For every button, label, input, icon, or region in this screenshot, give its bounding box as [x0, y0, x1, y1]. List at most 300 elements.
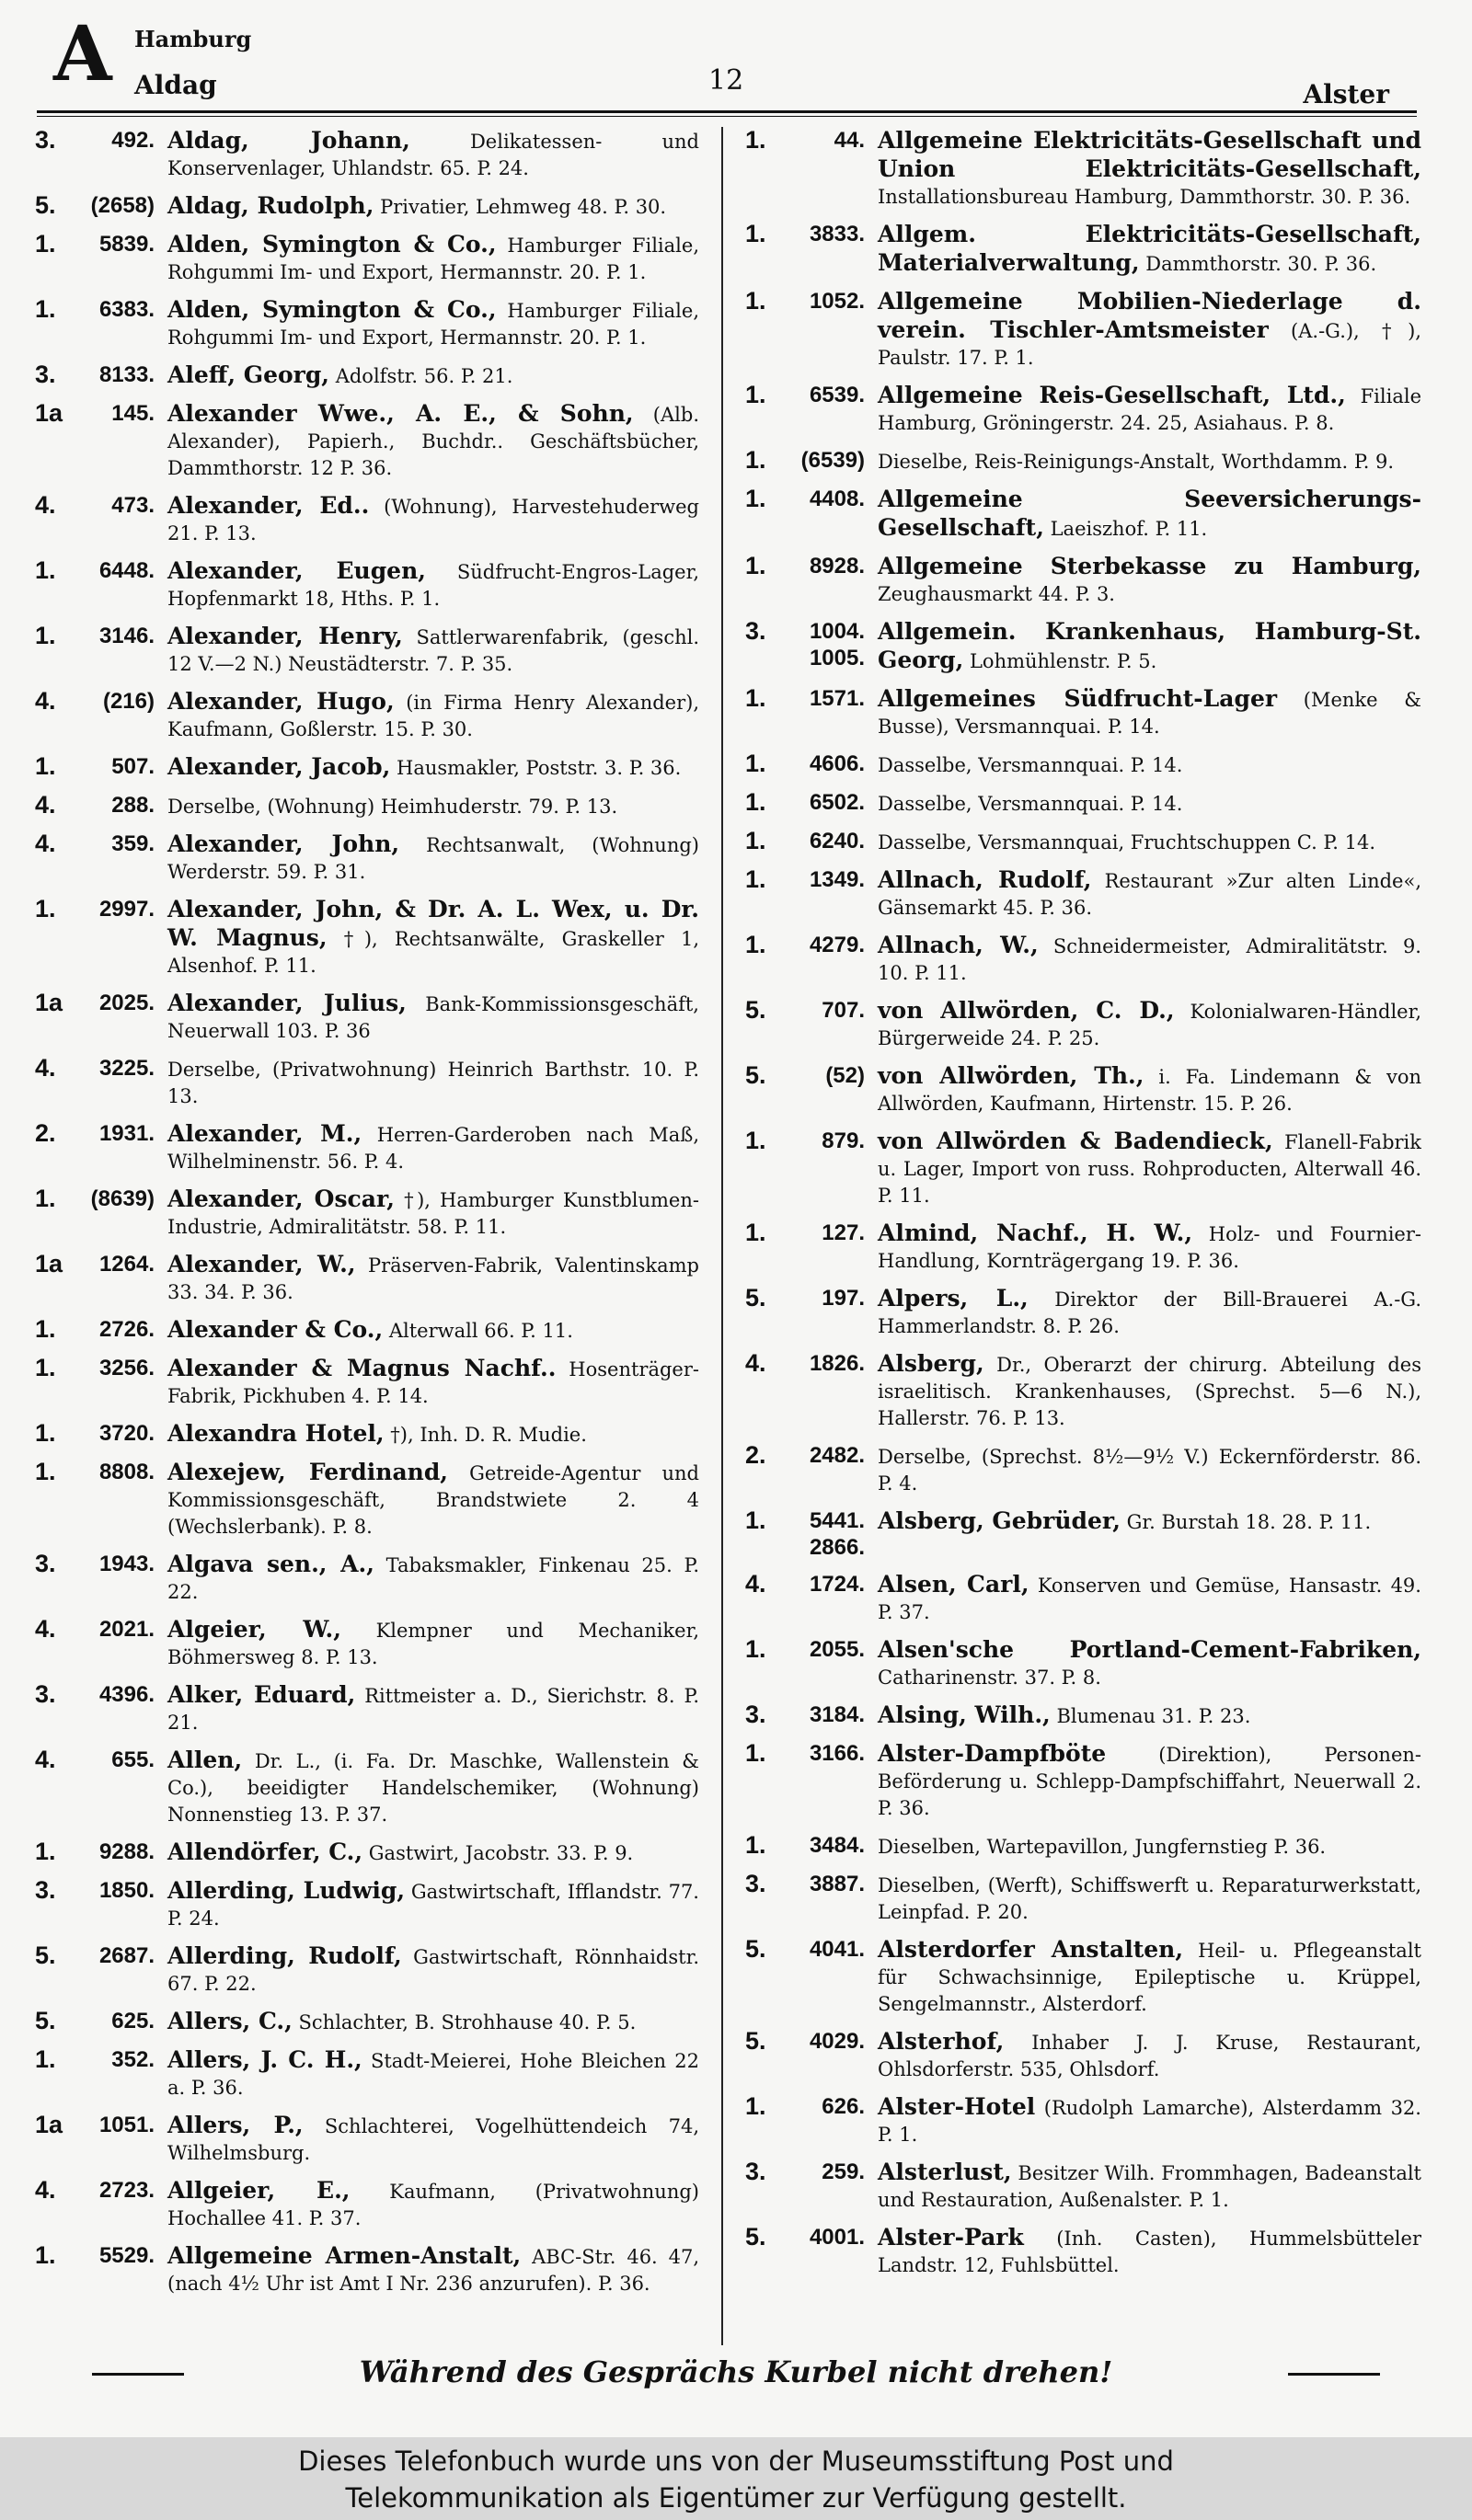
exchange-code: 2.	[35, 1119, 56, 1147]
subscriber-details: Dieselben, (Werft), Schiffswerft u. Reparaturwerkstatt, Leinpfad. P. 20.	[878, 1874, 1421, 1923]
exchange-code: 1.	[745, 931, 766, 958]
entry-text	[167, 1420, 699, 1449]
entry-text	[167, 296, 699, 351]
exchange-code: 1.	[35, 230, 56, 258]
directory-entry	[745, 997, 1421, 1052]
directory-entry	[35, 557, 699, 613]
entry-text	[878, 486, 1421, 543]
phone-number: 197.	[822, 1286, 865, 1311]
subscriber-details: Dieselbe, Reis-Reinigungs-Anstalt, Worthdamm. P. 9.	[878, 451, 1395, 473]
entry-text	[878, 932, 1421, 987]
credit-line-1: Dieses Telefonbuch wurde uns von der Museumsstiftung Post und	[298, 2446, 1174, 2477]
directory-entry	[35, 830, 699, 886]
header-last-entry: Alster	[1303, 79, 1389, 109]
directory-entry	[35, 753, 699, 782]
subscriber-details: Schlachterei, Vogelhüttendeich 74, Wilhelmsburg.	[167, 2115, 699, 2164]
subscriber-details: Gastwirt, Jacobstr. 33. P. 9.	[368, 1842, 634, 1864]
entry-text	[167, 231, 699, 286]
subscriber-name: Alexander, Julius,	[167, 990, 407, 1016]
subscriber-details: Restaurant »Zur alten Linde«, Gänsemarkt 45. P. 36.	[878, 870, 1421, 919]
entry-text	[878, 1571, 1421, 1626]
subscriber-name: Alexander, Jacob,	[167, 753, 391, 780]
subscriber-details: Herren-Garderoben nach Maß, Wilhelminenstr. 56. P. 4.	[167, 1124, 699, 1173]
exchange-code: 5.	[745, 1935, 766, 1963]
entry-text	[878, 1128, 1421, 1209]
directory-entry	[745, 1832, 1421, 1861]
subscriber-details: Gastwirtschaft, Ifflandstr. 77. P. 24.	[167, 1881, 699, 1930]
exchange-code: 3.	[745, 1701, 766, 1728]
directory-entry	[745, 486, 1421, 543]
subscriber-details: Gr. Burstah 18. 28. P. 11.	[1126, 1511, 1372, 1533]
phone-number: 473.	[111, 493, 155, 518]
exchange-code: 1.	[35, 556, 56, 584]
subscriber-name: Allgemeine Mobilien-Niederlage d. verein. Tischler-Amtsmeister	[878, 288, 1421, 343]
entry-text	[167, 127, 699, 182]
subscriber-name: Alster-Hotel	[878, 2093, 1036, 2120]
directory-entry	[745, 1636, 1421, 1691]
entry-text	[167, 990, 699, 1045]
subscriber-name: Alsterdorfer Anstalten,	[878, 1936, 1184, 1963]
subscriber-name: Allgemein. Krankenhaus, Hamburg-St. Georg,	[878, 618, 1421, 673]
subscriber-details: Dr., Oberarzt der chirurg. Abteilung des israelitisch. Krankenhauses, (Sprechst. 5—6 N.), Hallerstr. 76. P. 13.	[878, 1354, 1421, 1429]
left-column	[35, 127, 699, 2345]
right-column	[745, 127, 1421, 2345]
phone-number: 5529.	[98, 2243, 155, 2268]
subscriber-name: von Allwörden & Badendieck,	[878, 1128, 1273, 1154]
subscriber-name: Alster-Park	[878, 2224, 1024, 2251]
subscriber-name: Allgeier, E.,	[167, 2177, 351, 2204]
subscriber-details: Schlachter, B. Strohhause 40. P. 5.	[298, 2011, 637, 2033]
exchange-code: 1.	[745, 788, 766, 816]
exchange-code: 4.	[745, 1570, 766, 1598]
exchange-code: 1.	[35, 295, 56, 323]
subscriber-name: Allgemeine Elektricitäts-Gesellschaft und Union Elektricitäts-Gesellschaft,	[878, 127, 1421, 182]
entry-text	[167, 1616, 699, 1671]
exchange-code: 5.	[35, 191, 56, 219]
entry-text	[878, 2159, 1421, 2214]
directory-entry	[35, 1551, 699, 1606]
subscriber-name: Allendörfer, C.,	[167, 1838, 363, 1865]
subscriber-name: Allnach, W.,	[878, 932, 1039, 958]
phone-number: 707.	[822, 998, 865, 1023]
subscriber-name: Allgemeine Sterbekasse zu Hamburg,	[878, 553, 1421, 579]
subscriber-name: Alker, Eduard,	[167, 1681, 356, 1708]
phone-number: 9288.	[98, 1839, 155, 1864]
exchange-code: 1a	[35, 2111, 63, 2138]
subscriber-name: Allers, C.,	[167, 2008, 293, 2034]
exchange-code: 1.	[745, 1635, 766, 1663]
exchange-code: 1.	[745, 750, 766, 777]
directory-entry	[35, 1877, 699, 1932]
subscriber-name: Alsen'sche Portland-Cement-Fabriken,	[878, 1636, 1421, 1663]
directory-entry	[745, 127, 1421, 211]
entry-text	[167, 830, 699, 886]
subscriber-details: Getreide-Agentur und Kommissionsgeschäft, Brandstwiete 2. 4 (Wechslerbank). P. 8.	[167, 1462, 699, 1538]
subscriber-name: Allerding, Rudolf,	[167, 1942, 402, 1969]
entry-text	[878, 1062, 1421, 1117]
footer-note: Während des Gesprächs Kurbel nicht drehen!	[359, 2354, 1113, 2389]
exchange-code: 3.	[35, 127, 56, 154]
exchange-code: 4.	[35, 2176, 56, 2204]
exchange-code: 1.	[745, 1831, 766, 1859]
exchange-code: 4.	[35, 491, 56, 519]
subscriber-name: Aldag, Johann,	[167, 127, 410, 154]
subscriber-details: Rittmeister a. D., Sierichstr. 8. P. 21.	[167, 1685, 699, 1734]
entry-text	[167, 1681, 699, 1736]
page-header	[37, 10, 1417, 118]
entry-text	[167, 753, 699, 782]
phone-number: 6383.	[98, 297, 155, 322]
phone-number: 625.	[111, 2009, 155, 2033]
subscriber-name: Aleff, Georg,	[167, 361, 330, 388]
phone-number: 5839.	[98, 232, 155, 257]
directory-entry	[35, 1186, 699, 1241]
subscriber-details: Hosenträger-Fabrik, Pickhuben 4. P. 14.	[167, 1358, 699, 1407]
exchange-code: 5.	[745, 2027, 766, 2055]
exchange-code: 1.	[745, 1506, 766, 1534]
exchange-code: 1.	[35, 622, 56, 649]
subscriber-details: Dasselbe, Versmannquai. P. 14.	[878, 793, 1183, 815]
entry-text	[878, 1220, 1421, 1275]
phone-number: 1571.	[809, 686, 865, 711]
exchange-code: 4.	[35, 791, 56, 819]
entry-text	[878, 685, 1421, 740]
phone-number: 145.	[111, 401, 155, 426]
exchange-code: 1.	[745, 865, 766, 893]
subscriber-name: Alexander, John,	[167, 830, 400, 857]
entry-text	[878, 2093, 1421, 2148]
subscriber-details: Schneidermeister, Admiralitätstr. 9. 10. P. 11.	[878, 935, 1421, 984]
subscriber-details: (Direktion), Personen-Beförderung u. Schlepp-Dampfschiffahrt, Neuerwall 2. P. 36.	[878, 1744, 1421, 1819]
subscriber-name: Alexander, Eugen,	[167, 557, 426, 584]
entry-text	[167, 1120, 699, 1175]
subscriber-details: Dasselbe, Versmannquai. P. 14.	[878, 754, 1183, 776]
directory-entry	[745, 2028, 1421, 2083]
directory-entry	[35, 2177, 699, 2232]
subscriber-details: Südfrucht-Engros-Lager, Hopfenmarkt 18, Hths. P. 1.	[167, 561, 699, 610]
directory-entry	[745, 750, 1421, 779]
directory-entry	[745, 1936, 1421, 2018]
subscriber-details: †), Inh. D. R. Mudie.	[390, 1424, 587, 1446]
footer-dash-right	[1288, 2373, 1380, 2376]
subscriber-details: Lohmühlenstr. P. 5.	[969, 650, 1157, 672]
subscriber-name: von Allwörden, Th.,	[878, 1062, 1144, 1089]
exchange-code: 3.	[745, 2158, 766, 2185]
subscriber-details: Sattlerwarenfabrik, (geschl. 12 V.—2 N.) Neustädterstr. 7. P. 35.	[167, 626, 699, 675]
entry-text	[878, 447, 1421, 475]
directory-entry	[35, 1942, 699, 1998]
entry-text	[167, 1551, 699, 1606]
subscriber-details: (A.-G.), †), Paulstr. 17. P. 1.	[878, 320, 1421, 369]
entry-text	[878, 1636, 1421, 1691]
exchange-code: 1.	[745, 1127, 766, 1154]
entry-text	[167, 1355, 699, 1410]
phone-number: 352.	[111, 2047, 155, 2072]
entry-text	[878, 1871, 1421, 1926]
entry-text	[878, 1832, 1421, 1861]
directory-entry	[35, 990, 699, 1045]
exchange-code: 1.	[745, 127, 766, 154]
directory-entry	[35, 1838, 699, 1867]
entry-text	[167, 557, 699, 613]
directory-entry	[35, 896, 699, 979]
exchange-code: 4.	[35, 1746, 56, 1773]
directory-entry	[35, 1681, 699, 1736]
directory-entry	[35, 2242, 699, 2297]
exchange-code: 3.	[745, 617, 766, 645]
subscriber-name: Alsterhof,	[878, 2028, 1005, 2055]
directory-entry	[35, 492, 699, 547]
phone-number: 2021.	[98, 1617, 155, 1642]
entry-text	[167, 623, 699, 678]
subscriber-details: Konserven und Gemüse, Hansastr. 49. P. 37.	[878, 1575, 1421, 1623]
exchange-code: 1.	[745, 552, 766, 579]
directory-entry	[745, 2093, 1421, 2148]
entry-text	[167, 1251, 699, 1306]
header-rule	[37, 110, 1417, 113]
phone-number: (52)	[825, 1063, 865, 1088]
entry-text	[167, 688, 699, 743]
subscriber-details: †), Hamburger Kunstblumen-Industrie, Admiralitätstr. 58. P. 11.	[167, 1189, 699, 1238]
phone-number: 6240.	[809, 829, 865, 853]
directory-entry	[35, 127, 699, 182]
subscriber-name: Allgemeine Seeversicherungs-Gesellschaft,	[878, 486, 1421, 541]
exchange-code: 4.	[35, 1054, 56, 1082]
phone-number: 2025.	[98, 991, 155, 1015]
entry-text	[167, 2112, 699, 2167]
exchange-code: 5.	[35, 1942, 56, 1969]
subscriber-details: Präserven-Fabrik, Valentinskamp 33. 34. P. 36.	[167, 1254, 699, 1303]
phone-number: 5441. 2866.	[809, 1508, 865, 1560]
directory-entry	[745, 1442, 1421, 1497]
phone-number: 1004. 1005.	[809, 619, 865, 670]
exchange-code: 3.	[35, 1550, 56, 1577]
entry-text	[878, 1350, 1421, 1432]
directory-entry	[745, 828, 1421, 856]
directory-entry	[745, 789, 1421, 818]
phone-number: 4001.	[809, 2225, 865, 2250]
subscriber-name: Alexander, John, & Dr. A. L. Wex, u. Dr. W. Magnus,	[167, 896, 699, 951]
directory-entry	[35, 231, 699, 286]
phone-number: 507.	[111, 754, 155, 779]
subscriber-details: ABC-Str. 46. 47, (nach 4½ Uhr ist Amt I Nr. 236 anzurufen). P. 36.	[167, 2246, 699, 2295]
phone-number: 2726.	[98, 1317, 155, 1342]
entry-text	[167, 492, 699, 547]
phone-number: 2997.	[98, 897, 155, 922]
subscriber-details: Derselbe, (Privatwohnung) Heinrich Barthstr. 10. P. 13.	[167, 1059, 699, 1107]
directory-entry	[745, 1871, 1421, 1926]
entry-text	[167, 2008, 699, 2036]
exchange-code: 5.	[745, 1061, 766, 1089]
phone-number: 1349.	[809, 867, 865, 892]
subscriber-details: Delikatessen- und Konservenlager, Uhlandstr. 65. P. 24.	[167, 131, 699, 179]
directory-entry	[35, 361, 699, 390]
subscriber-name: Allgemeine Armen-Anstalt,	[167, 2242, 522, 2269]
phone-number: 626.	[822, 2094, 865, 2119]
phone-number: 288.	[111, 793, 155, 818]
directory-entry	[35, 1120, 699, 1175]
directory-entry	[745, 2224, 1421, 2279]
subscriber-details: Hausmakler, Poststr. 3. P. 36.	[397, 757, 682, 779]
phone-number: (2658)	[90, 193, 155, 218]
directory-entry	[745, 1128, 1421, 1209]
directory-entry	[745, 685, 1421, 740]
phone-number: 1724.	[809, 1572, 865, 1597]
entry-text	[878, 1936, 1421, 2018]
entry-text	[167, 192, 699, 221]
directory-entry	[745, 1350, 1421, 1432]
entry-text	[878, 789, 1421, 818]
phone-number: 879.	[822, 1128, 865, 1153]
directory-entry	[745, 1220, 1421, 1275]
entry-text	[167, 1838, 699, 1867]
subscriber-details: Rechtsanwalt, (Wohnung) Werderstr. 59. P. 31.	[167, 834, 699, 883]
phone-number: 1052.	[809, 289, 865, 314]
subscriber-name: Allers, P.,	[167, 2112, 304, 2138]
subscriber-details: (Alb. Alexander), Papierh., Buchdr.. Geschäftsbücher, Dammthorstr. 12 P. 36.	[167, 404, 699, 479]
entry-text	[878, 828, 1421, 856]
exchange-code: 1.	[745, 446, 766, 474]
subscriber-details: Dammthorstr. 30. P. 36.	[1145, 253, 1377, 275]
subscriber-details: Bank-Kommissionsgeschäft, Neuerwall 103. P. 36	[167, 993, 699, 1042]
subscriber-details: Catharinenstr. 37. P. 8.	[878, 1667, 1101, 1689]
subscriber-name: Alexander, Oscar,	[167, 1186, 395, 1212]
exchange-code: 1.	[745, 287, 766, 315]
exchange-code: 4.	[35, 1615, 56, 1643]
header-rule-thin	[37, 116, 1417, 117]
phone-number: 1850.	[98, 1878, 155, 1903]
entry-text	[878, 1701, 1421, 1730]
subscriber-details: Holz- und Fournier-Handlung, Kornträgergang 19. P. 36.	[878, 1223, 1421, 1272]
exchange-code: 4.	[745, 1349, 766, 1377]
directory-entry	[35, 2046, 699, 2102]
directory-entry	[745, 1571, 1421, 1626]
directory-entry	[745, 932, 1421, 987]
subscriber-name: Allgemeines Südfrucht-Lager	[878, 685, 1278, 712]
subscriber-details: Dr. L., (i. Fa. Dr. Maschke, Wallenstein & Co.), beeidigter Handelschemiker, (Wohnung) Nonnenstieg 13. P. 37.	[167, 1750, 699, 1826]
directory-entry	[745, 553, 1421, 608]
entry-text	[878, 997, 1421, 1052]
phone-number: 8133.	[98, 362, 155, 387]
phone-number: 2482.	[809, 1443, 865, 1468]
directory-entry	[35, 1420, 699, 1449]
exchange-code: 1.	[35, 2241, 56, 2269]
exchange-code: 1.	[745, 1219, 766, 1246]
exchange-code: 1.	[35, 1419, 56, 1447]
directory-entry	[35, 2008, 699, 2036]
entry-text	[167, 896, 699, 979]
subscriber-details: Klempner und Mechaniker, Böhmersweg 8. P. 13.	[167, 1620, 699, 1668]
phone-number: 3166.	[809, 1741, 865, 1766]
entry-text	[878, 2028, 1421, 2083]
phone-number: 655.	[111, 1747, 155, 1772]
entry-text	[878, 1285, 1421, 1340]
exchange-code: 1.	[745, 485, 766, 512]
subscriber-name: Alsterlust,	[878, 2159, 1012, 2185]
entry-text	[167, 1747, 699, 1828]
exchange-code: 1.	[35, 1185, 56, 1212]
subscriber-name: Alexander & Magnus Nachf..	[167, 1355, 557, 1381]
subscriber-name: Algeier, W.,	[167, 1616, 341, 1643]
subscriber-name: Allen,	[167, 1747, 243, 1773]
exchange-code: 5.	[745, 1284, 766, 1312]
subscriber-name: Alsberg, Gebrüder,	[878, 1507, 1121, 1534]
exchange-code: 1.	[745, 220, 766, 247]
entry-text	[167, 2177, 699, 2232]
subscriber-details: Tabaksmakler, Finkenau 25. P. 22.	[167, 1554, 699, 1603]
subscriber-details: Stadt-Meierei, Hohe Bleichen 22 a. P. 36.	[167, 2050, 699, 2099]
directory-entry	[745, 1062, 1421, 1117]
directory-entry	[745, 1740, 1421, 1822]
entry-text	[878, 1442, 1421, 1497]
subscriber-details: Dieselben, Wartepavillon, Jungfernstieg P. 36.	[878, 1836, 1327, 1858]
exchange-code: 1.	[745, 2092, 766, 2120]
phone-number: 259.	[822, 2159, 865, 2184]
phone-number: 4396.	[98, 1682, 155, 1707]
directory-entry	[745, 1285, 1421, 1340]
subscriber-details: Derselbe, (Wohnung) Heimhuderstr. 79. P. 13.	[167, 796, 618, 818]
entry-text	[878, 1740, 1421, 1822]
subscriber-name: Alexander Wwe., A. E., & Sohn,	[167, 400, 634, 427]
subscriber-details: Heil- u. Pflegeanstalt für Schwachsinnige, Epileptische u. Krüppel, Sengelmannstr., Alsterdorf.	[878, 1940, 1421, 2015]
subscriber-details: i. Fa. Lindemann & von Allwörden, Kaufmann, Hirtenstr. 15. P. 26.	[878, 1066, 1421, 1115]
subscriber-name: Allers, J. C. H.,	[167, 2046, 362, 2073]
subscriber-details: (Rudolph Lamarche), Alsterdamm 32. P. 1.	[878, 2097, 1421, 2146]
exchange-code: 5.	[745, 2223, 766, 2251]
phone-number: 3833.	[809, 222, 865, 246]
phone-number: 6502.	[809, 790, 865, 815]
phone-number: 6448.	[98, 558, 155, 583]
entry-text	[878, 382, 1421, 437]
subscriber-details: Privatier, Lehmweg 48. P. 30.	[380, 196, 667, 218]
directory-entry	[35, 1459, 699, 1541]
subscriber-name: von Allwörden, C. D.,	[878, 997, 1175, 1024]
exchange-code: 1.	[35, 1315, 56, 1343]
subscriber-details: Installationsbureau Hamburg, Dammthorstr. 30. P. 36.	[878, 186, 1411, 208]
page-number: 12	[708, 64, 744, 97]
column-divider	[721, 127, 723, 2345]
subscriber-details: Laeiszhof. P. 11.	[1050, 518, 1208, 540]
subscriber-name: Almind, Nachf., H. W.,	[878, 1220, 1193, 1246]
phone-number: 4408.	[809, 487, 865, 511]
directory-entry	[35, 1747, 699, 1828]
directory-entry	[35, 400, 699, 482]
directory-entry	[35, 1616, 699, 1671]
subscriber-name: Alden, Symington & Co.,	[167, 296, 497, 323]
subscriber-name: Alexander, M.,	[167, 1120, 362, 1147]
subscriber-details: Kolonialwaren-Händler, Bürgerweide 24. P. 25.	[878, 1001, 1421, 1049]
subscriber-name: Allerding, Ludwig,	[167, 1877, 406, 1904]
entry-text	[878, 288, 1421, 372]
directory-entry	[35, 2112, 699, 2167]
subscriber-name: Alexander, Hugo,	[167, 688, 395, 715]
exchange-code: 5.	[745, 996, 766, 1024]
entry-text	[878, 1507, 1421, 1536]
subscriber-details: Filiale Hamburg, Gröningerstr. 24. 25, Asiahaus. P. 8.	[878, 385, 1421, 434]
exchange-code: 1.	[35, 895, 56, 922]
subscriber-name: Algava sen., A.,	[167, 1551, 374, 1577]
entry-text	[167, 1186, 699, 1241]
directory-entry	[35, 688, 699, 743]
directory-entry	[745, 1507, 1421, 1561]
phone-number: 1931.	[98, 1121, 155, 1146]
entry-text	[167, 361, 699, 390]
entry-text	[878, 2224, 1421, 2279]
subscriber-details: Blumenau 31. P. 23.	[1056, 1705, 1251, 1727]
subscriber-name: Alexander, Henry,	[167, 623, 403, 649]
directory-entry	[745, 2159, 1421, 2214]
section-letter: A	[53, 10, 112, 98]
